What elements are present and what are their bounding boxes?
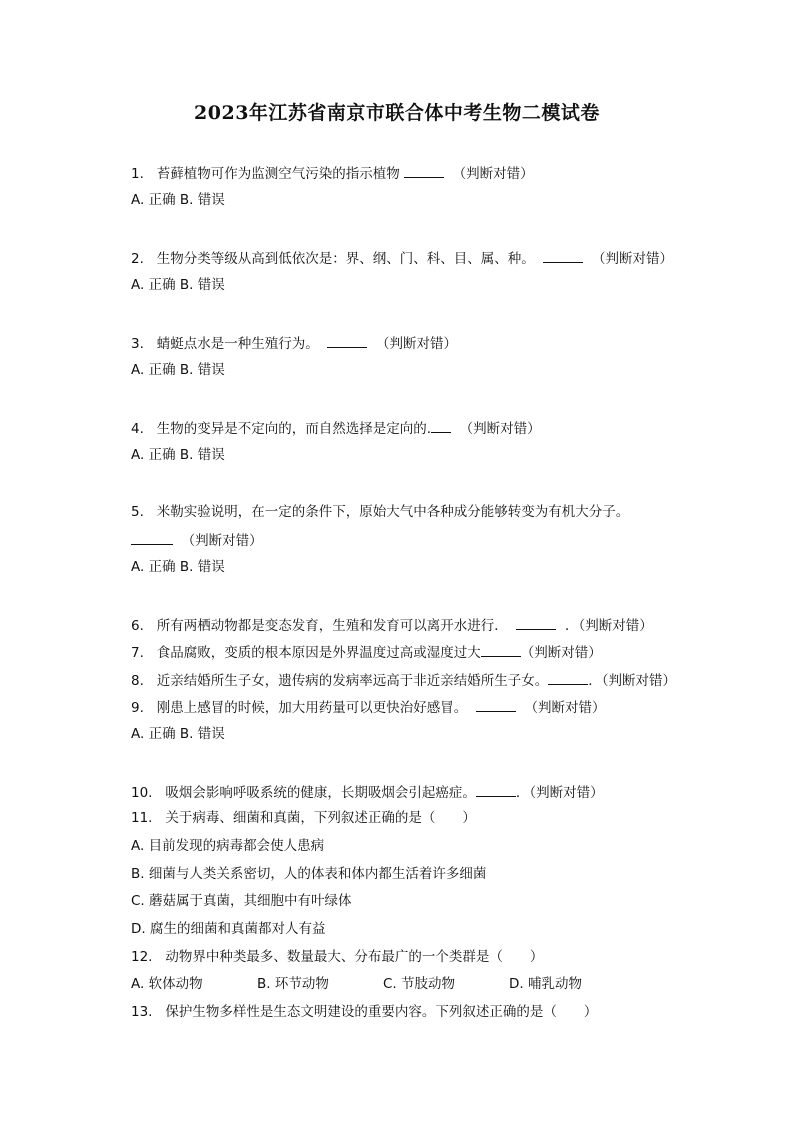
question-3: [131, 333, 457, 353]
question-11: [131, 809, 476, 827]
question-text: 关于病毒、细菌和真菌，下列叙述正确的是（ ）: [165, 810, 476, 826]
question-12-choices: [131, 975, 582, 993]
answer-blank[interactable]: [476, 782, 516, 797]
question-text: 保护生物多样性是生态文明建设的重要内容。下列叙述正确的是（ ）: [165, 1004, 598, 1020]
choice-a[interactable]: A. 软体动物: [131, 976, 203, 992]
question-number: 2.: [131, 251, 144, 267]
question-number: 9.: [131, 700, 144, 716]
question-12: [131, 948, 543, 966]
question-10: [131, 782, 604, 802]
question-4: [131, 418, 541, 438]
question-5-continuation: [131, 530, 263, 550]
answer-blank[interactable]: [431, 418, 451, 433]
question-text: 生物的变异是不定向的，而自然选择是定向的.: [156, 421, 432, 437]
question-5-options: A. 正确 B. 错误: [131, 559, 225, 575]
question-number: 6.: [131, 618, 144, 634]
question-7: [131, 642, 602, 662]
question-8: [131, 670, 676, 690]
answer-blank[interactable]: [548, 670, 588, 685]
question-suffix: （判断对错）: [181, 533, 263, 549]
question-number: 7.: [131, 645, 144, 661]
question-suffix: （判断对错）: [375, 336, 457, 352]
question-text: 刚患上感冒的时候，加大用药量可以更快治好感冒。: [156, 700, 468, 716]
question-text: 动物界中种类最多、数量最大、分布最广的一个类群是（ ）: [165, 949, 544, 965]
question-number: 10.: [131, 785, 153, 801]
answer-blank[interactable]: [327, 333, 367, 348]
question-9-options: A. 正确 B. 错误: [131, 726, 225, 742]
question-2-options: A. 正确 B. 错误: [131, 277, 225, 293]
question-suffix: （判断对错）: [591, 251, 673, 267]
answer-blank[interactable]: [481, 642, 521, 657]
answer-blank[interactable]: [476, 697, 516, 712]
question-13: [131, 1003, 597, 1021]
question-number: 8.: [131, 673, 144, 689]
question-suffix: ．（判断对错）: [515, 785, 604, 801]
question-text: 生物分类等级从高到低依次是：界、纲、门、科、目、属、种。: [156, 251, 535, 267]
question-text: 蜻蜓点水是一种生殖行为。: [156, 336, 319, 352]
question-text: 吸烟会影响呼吸系统的健康，长期吸烟会引起癌症。: [165, 785, 476, 801]
question-number: 11.: [131, 810, 153, 826]
question-4-options: A. 正确 B. 错误: [131, 447, 225, 463]
question-suffix: ．（判断对错）: [564, 618, 653, 634]
question-suffix: （判断对错）: [520, 645, 602, 661]
question-2: [131, 248, 673, 268]
answer-blank[interactable]: [404, 163, 444, 178]
choice-b[interactable]: B. 细菌与人类关系密切，人的体表和体内都生活着许多细菌: [131, 866, 487, 882]
question-9: [131, 697, 605, 717]
question-suffix: （判断对错）: [524, 700, 606, 716]
choice-c[interactable]: C. 蘑菇属于真菌，其细胞中有叶绿体: [131, 893, 352, 909]
choice-a[interactable]: A. 目前发现的病毒都会使人患病: [131, 838, 325, 854]
question-number: 13.: [131, 1004, 153, 1020]
question-number: 5.: [131, 504, 144, 520]
question-text: 近亲结婚所生子女，遗传病的发病率远高于非近亲结婚所生子女。: [156, 673, 549, 689]
question-1-options: A. 正确 B. 错误: [131, 192, 225, 208]
question-1: [131, 163, 534, 183]
question-suffix: ．（判断对错）: [588, 673, 677, 689]
question-number: 1.: [131, 166, 144, 182]
question-number: 12.: [131, 949, 153, 965]
choice-d[interactable]: D. 腐生的细菌和真菌都对人有益: [131, 921, 326, 937]
question-5: [131, 503, 629, 521]
question-suffix: （判断对错）: [459, 421, 541, 437]
question-text: 所有两栖动物都是变态发育，生殖和发育可以离开水进行．: [156, 618, 508, 634]
choice-b[interactable]: B. 环节动物: [257, 976, 329, 992]
question-3-options: A. 正确 B. 错误: [131, 362, 225, 378]
answer-blank[interactable]: [543, 248, 583, 263]
choice-c[interactable]: C. 节肢动物: [383, 976, 456, 992]
answer-blank[interactable]: [516, 615, 556, 630]
choice-d[interactable]: D. 哺乳动物: [509, 976, 582, 992]
question-text: 苔藓植物可作为监测空气污染的指示植物: [156, 166, 400, 182]
question-text: 食品腐败，变质的根本原因是外界温度过高或湿度过大: [156, 645, 481, 661]
question-text: 米勒实验说明，在一定的条件下，原始大气中各种成分能够转变为有机大分子。: [156, 504, 630, 520]
question-6: [131, 615, 653, 635]
question-number: 3.: [131, 336, 144, 352]
document-title: 2023年江苏省南京市联合体中考生物二模试卷: [194, 102, 600, 124]
question-number: 4.: [131, 421, 144, 437]
question-suffix: （判断对错）: [452, 166, 534, 182]
answer-blank[interactable]: [131, 530, 173, 545]
